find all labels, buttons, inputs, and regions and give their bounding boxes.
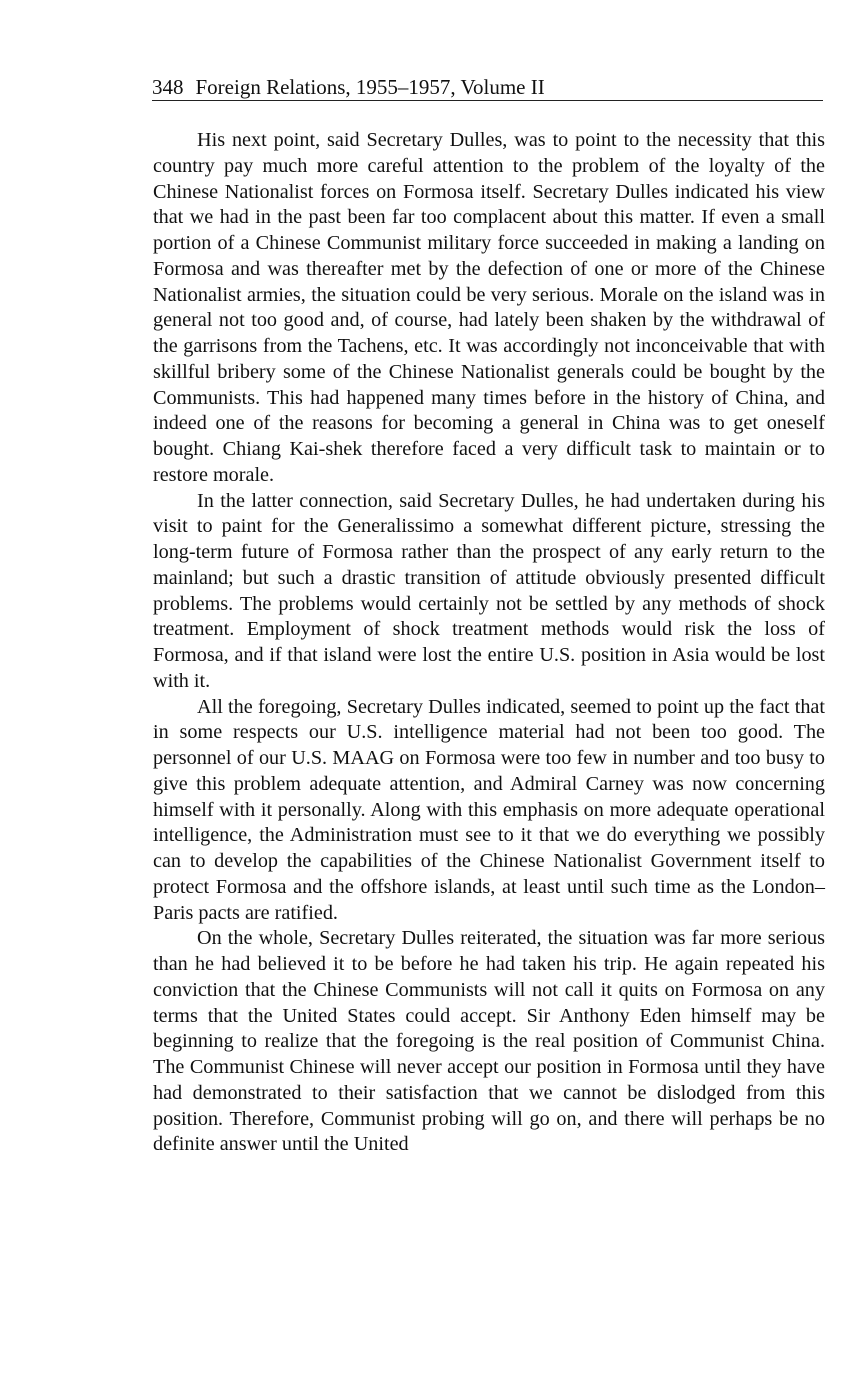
page-number: 348 [152, 75, 184, 99]
running-title: Foreign Relations, 1955–1957, Volume II [195, 75, 545, 99]
paragraph: All the foregoing, Secretary Dulles indicated, seemed to point up the fact that in some respects our U.S. intelligence material had not been too good. The personnel of our U.S. MAAG on Formosa were too few in number and too busy to give this problem adequate attention, and Admiral Carney was now concerning himself with it personally. Along with this emphasis on more adequate operational intelligence, the Administration must see to it that we do everything we possibly can to develop the capabilities of the Chinese Nationalist Government itself to protect Formosa and the offshore islands, at least until such time as the London–Paris pacts are ratified. [153, 695, 825, 924]
body-text [153, 128, 825, 1158]
running-header [152, 74, 823, 101]
paragraph: On the whole, Secretary Dulles reiterated, the situation was far more serious than he had believed it to be before he had taken his trip. He again repeated his conviction that the Chinese Communists will not call it quits on Formosa on any terms that the United States could accept. Sir Anthony Eden himself may be beginning to realize that the foregoing is the real position of Communist China. The Communist Chinese will never accept our position in Formosa until they have had demonstrated to their satisfaction that we cannot be dislodged from this position. Therefore, Communist probing will go on, and there will perhaps be no definite answer until the United [153, 927, 825, 1156]
paragraph: His next point, said Secretary Dulles, was to point to the necessity that this country pay much more careful attention to the problem of the loyalty of the Chinese Nationalist forces on Formosa itself. Secretary Dulles indicated his view that we had in the past been far too complacent about this matter. If even a small portion of a Chinese Communist military force succeeded in making a landing on Formosa and was thereafter met by the defection of one or more of the Chinese Nationalist armies, the situation could be very serious. Morale on the island was in general not too good and, of course, had lately been shaken by the withdrawal of the garrisons from the Tachens, etc. It was accordingly not inconceivable that with skillful bribery some of the Chinese Nationalist generals could be bought by the Communists. This had happened many times before in the history of China, and indeed one of the reasons for becoming a general in China was to get oneself bought. Chiang Kai-shek therefore faced a very difficult task to maintain or to restore morale. [153, 129, 825, 486]
paragraph: In the latter connection, said Secretary Dulles, he had undertaken during his visit to paint for the Generalissimo a somewhat different picture, stressing the long-term future of Formosa rather than the prospect of any early return to the mainland; but such a drastic transition of attitude obviously presented difficult problems. The problems would certainly not be settled by any methods of shock treatment. Employment of shock treatment methods would risk the loss of Formosa, and if that island were lost the entire U.S. position in Asia would be lost with it. [153, 489, 825, 692]
